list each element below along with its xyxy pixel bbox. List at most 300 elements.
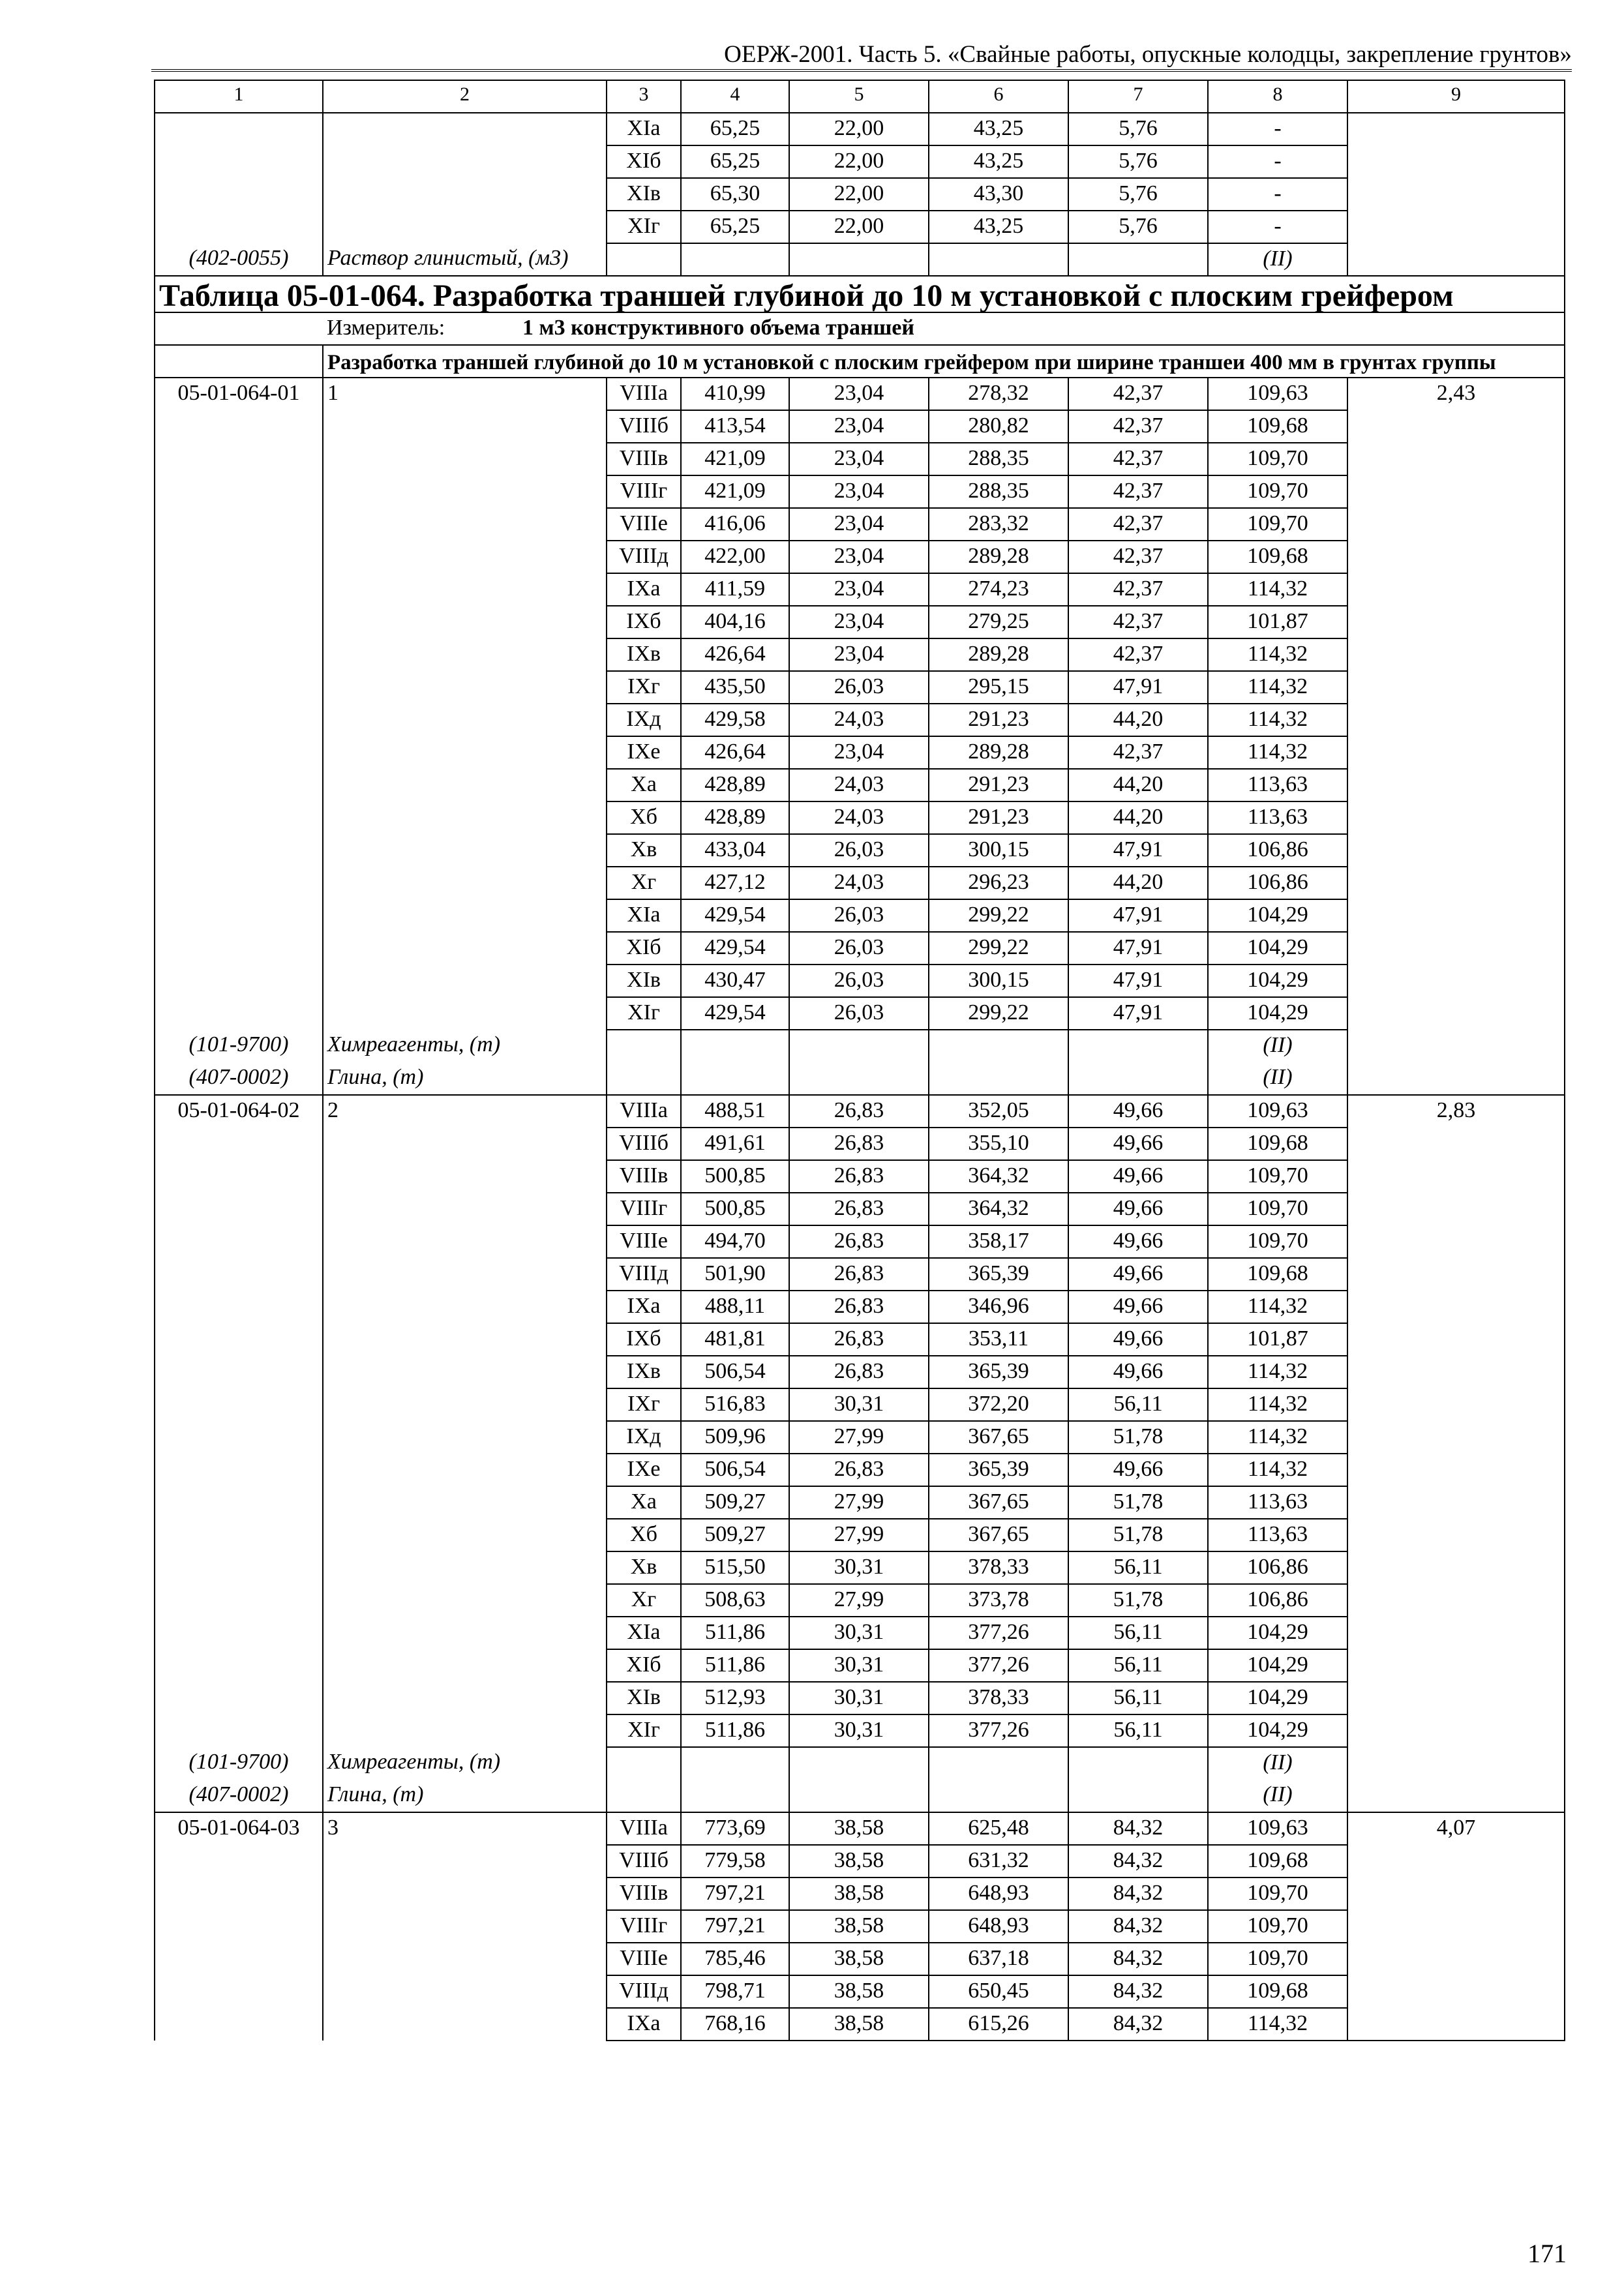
value-col6: 367,65 [929, 1486, 1068, 1519]
value-col8: 104,29 [1208, 965, 1347, 997]
value-col6: 280,82 [929, 410, 1068, 443]
value-col5: 38,58 [789, 1878, 929, 1910]
value-col4: 506,54 [681, 1356, 789, 1388]
value-col4: 429,54 [681, 932, 789, 965]
soil-group: VIIIд [607, 541, 681, 573]
header-rule [151, 69, 1572, 72]
value-col7: 84,32 [1068, 1910, 1208, 1943]
value-col4: 516,83 [681, 1388, 789, 1421]
value-col6: 648,93 [929, 1878, 1068, 1910]
value-col5: 26,83 [789, 1291, 929, 1323]
material-col8: (II) [1208, 1030, 1347, 1062]
value-col8: 109,68 [1208, 541, 1347, 573]
value-col8: 104,29 [1208, 997, 1347, 1030]
unit-label: Измеритель: [327, 316, 445, 340]
value-col5: 26,03 [789, 932, 929, 965]
value-col7: 49,66 [1068, 1291, 1208, 1323]
column-number: 7 [1068, 80, 1208, 113]
value-col7: 84,32 [1068, 2008, 1208, 2041]
value-col6: 291,23 [929, 704, 1068, 736]
value-col6: 274,23 [929, 573, 1068, 606]
column-number: 8 [1208, 80, 1347, 113]
value-col8: 104,29 [1208, 899, 1347, 932]
soil-group: IXа [607, 2008, 681, 2041]
value-col6: 346,96 [929, 1291, 1068, 1323]
value-col6: 377,26 [929, 1649, 1068, 1682]
soil-group: VIIIв [607, 1878, 681, 1910]
value-col8: 101,87 [1208, 606, 1347, 638]
value-col5: 26,03 [789, 671, 929, 704]
soil-group: XIг [607, 1714, 681, 1747]
value-col6: 365,39 [929, 1454, 1068, 1486]
value-col4: 515,50 [681, 1551, 789, 1584]
value-col7: 51,78 [1068, 1584, 1208, 1617]
column-number: 3 [607, 80, 681, 113]
value-col7: 84,32 [1068, 1943, 1208, 1975]
material-name: Глина, (т) [323, 1062, 607, 1095]
value-col4: 785,46 [681, 1943, 789, 1975]
value-col9: 4,07 [1347, 1812, 1565, 2041]
value-col8: 109,68 [1208, 1975, 1347, 2008]
value-col8: 114,32 [1208, 1388, 1347, 1421]
empty-cell [929, 1062, 1068, 1095]
value-col7: 5,76 [1068, 211, 1208, 243]
value-col7: 49,66 [1068, 1323, 1208, 1356]
rate-code: 05-01-064-02 [155, 1095, 323, 1747]
empty-cell [607, 1780, 681, 1812]
soil-group: VIIIг [607, 1910, 681, 1943]
value-col5: 22,00 [789, 145, 929, 178]
value-col4: 404,16 [681, 606, 789, 638]
soil-group: Xв [607, 1551, 681, 1584]
value-col8: 109,70 [1208, 1193, 1347, 1225]
empty-cell [1068, 1062, 1208, 1095]
value-col5: 38,58 [789, 1812, 929, 1845]
value-col7: 42,37 [1068, 475, 1208, 508]
value-col5: 23,04 [789, 410, 929, 443]
value-col4: 511,86 [681, 1714, 789, 1747]
unit-row [155, 312, 1565, 345]
value-col8: 114,32 [1208, 1356, 1347, 1388]
value-col7: 51,78 [1068, 1486, 1208, 1519]
value-col4: 413,54 [681, 410, 789, 443]
value-col5: 24,03 [789, 801, 929, 834]
soil-group: IXб [607, 1323, 681, 1356]
value-col8: 114,32 [1208, 1291, 1347, 1323]
value-col6: 648,93 [929, 1910, 1068, 1943]
value-col5: 38,58 [789, 1845, 929, 1878]
value-col5: 26,03 [789, 997, 929, 1030]
value-col8: 113,63 [1208, 1486, 1347, 1519]
empty-cell [789, 1062, 929, 1095]
running-title: ОЕРЖ-2001. Часть 5. «Свайные работы, опускные колодцы, закрепление грунтов» [724, 41, 1572, 68]
column-number: 2 [323, 80, 607, 113]
value-col8: 106,86 [1208, 1551, 1347, 1584]
value-col8: - [1208, 145, 1347, 178]
value-col6: 296,23 [929, 867, 1068, 899]
value-col8: 106,86 [1208, 1584, 1347, 1617]
soil-group: IXд [607, 704, 681, 736]
value-col6: 650,45 [929, 1975, 1068, 2008]
page-number: 171 [1527, 2239, 1567, 2268]
empty-cell [155, 345, 323, 378]
value-col5: 23,04 [789, 443, 929, 475]
value-col6: 352,05 [929, 1095, 1068, 1128]
value-col8: 114,32 [1208, 671, 1347, 704]
value-col7: 49,66 [1068, 1225, 1208, 1258]
value-col4: 429,54 [681, 899, 789, 932]
empty-cell [1068, 1747, 1208, 1780]
value-col7: 47,91 [1068, 834, 1208, 867]
column-number-row [155, 80, 1565, 113]
table-row [155, 378, 1565, 410]
value-col5: 26,03 [789, 899, 929, 932]
value-col8: 109,70 [1208, 475, 1347, 508]
table-title-row [155, 276, 1565, 312]
value-col4: 416,06 [681, 508, 789, 541]
value-col4: 65,25 [681, 211, 789, 243]
soil-group: XIа [607, 1617, 681, 1649]
empty-cell [789, 1747, 929, 1780]
value-col4: 421,09 [681, 443, 789, 475]
value-col4: 429,54 [681, 997, 789, 1030]
value-col8: 104,29 [1208, 1649, 1347, 1682]
value-col6: 299,22 [929, 997, 1068, 1030]
empty-cell [681, 1062, 789, 1095]
value-col5: 26,03 [789, 834, 929, 867]
value-col7: 42,37 [1068, 638, 1208, 671]
soil-group: VIIIа [607, 378, 681, 410]
value-col5: 27,99 [789, 1584, 929, 1617]
value-col5: 24,03 [789, 867, 929, 899]
value-col6: 300,15 [929, 965, 1068, 997]
soil-group: IXе [607, 1454, 681, 1486]
value-col6: 291,23 [929, 769, 1068, 801]
value-col8: 101,87 [1208, 1323, 1347, 1356]
value-col8: 109,70 [1208, 1943, 1347, 1975]
value-col6: 364,32 [929, 1160, 1068, 1193]
table-body [155, 80, 1565, 2041]
soil-group: VIIIб [607, 1128, 681, 1160]
material-code: (101-9700) [155, 1030, 323, 1062]
value-col6: 625,48 [929, 1812, 1068, 1845]
value-col8: - [1208, 211, 1347, 243]
material-col8: (II) [1208, 1747, 1347, 1780]
soil-group: XIб [607, 932, 681, 965]
value-col4: 797,21 [681, 1878, 789, 1910]
value-col7: 51,78 [1068, 1421, 1208, 1454]
rate-number: 2 [323, 1095, 607, 1747]
value-col7: 42,37 [1068, 736, 1208, 769]
value-col8: 104,29 [1208, 1617, 1347, 1649]
column-number: 6 [929, 80, 1068, 113]
value-col7: 47,91 [1068, 965, 1208, 997]
value-col8: 104,29 [1208, 1714, 1347, 1747]
empty-cell [929, 1747, 1068, 1780]
value-col7: 42,37 [1068, 410, 1208, 443]
value-col6: 378,33 [929, 1551, 1068, 1584]
value-col5: 30,31 [789, 1388, 929, 1421]
material-name: Химреагенты, (т) [323, 1030, 607, 1062]
empty-cell [929, 243, 1068, 276]
value-col7: 44,20 [1068, 769, 1208, 801]
soil-group: IXа [607, 573, 681, 606]
value-col4: 512,93 [681, 1682, 789, 1714]
value-col4: 428,89 [681, 769, 789, 801]
value-col4: 501,90 [681, 1258, 789, 1291]
value-col6: 637,18 [929, 1943, 1068, 1975]
value-col4: 500,85 [681, 1193, 789, 1225]
value-col5: 26,83 [789, 1356, 929, 1388]
value-col8: 109,68 [1208, 1258, 1347, 1291]
soil-group: IXб [607, 606, 681, 638]
value-col9: 2,43 [1347, 378, 1565, 1095]
value-col4: 494,70 [681, 1225, 789, 1258]
value-col5: 27,99 [789, 1486, 929, 1519]
value-col5: 27,99 [789, 1519, 929, 1551]
value-col7: 47,91 [1068, 671, 1208, 704]
value-col4: 779,58 [681, 1845, 789, 1878]
soil-group: IXд [607, 1421, 681, 1454]
empty-cell [681, 1747, 789, 1780]
empty-cell [789, 1030, 929, 1062]
value-col7: 49,66 [1068, 1356, 1208, 1388]
soil-group: VIIIд [607, 1975, 681, 2008]
soil-group: Xв [607, 834, 681, 867]
value-col8: 114,32 [1208, 573, 1347, 606]
value-col8: 114,32 [1208, 2008, 1347, 2041]
value-col5: 26,03 [789, 965, 929, 997]
value-col4: 768,16 [681, 2008, 789, 2041]
value-col7: 56,11 [1068, 1649, 1208, 1682]
material-col8: (II) [1208, 243, 1347, 276]
value-col8: 109,68 [1208, 410, 1347, 443]
value-col5: 23,04 [789, 541, 929, 573]
value-col7: 56,11 [1068, 1682, 1208, 1714]
soil-group: XIб [607, 1649, 681, 1682]
value-col5: 26,83 [789, 1454, 929, 1486]
value-col6: 289,28 [929, 638, 1068, 671]
value-col4: 488,51 [681, 1095, 789, 1128]
material-name: Химреагенты, (т) [323, 1747, 607, 1780]
value-col7: 84,32 [1068, 1975, 1208, 2008]
value-col4: 509,27 [681, 1486, 789, 1519]
empty-cell [607, 243, 681, 276]
soil-group: XIв [607, 1682, 681, 1714]
value-col8: 113,63 [1208, 1519, 1347, 1551]
value-col4: 506,54 [681, 1454, 789, 1486]
value-col5: 26,83 [789, 1323, 929, 1356]
value-col7: 42,37 [1068, 541, 1208, 573]
material-code: (407-0002) [155, 1780, 323, 1812]
soil-group: IXв [607, 1356, 681, 1388]
value-col4: 428,89 [681, 801, 789, 834]
value-col4: 509,27 [681, 1519, 789, 1551]
value-col8: 109,63 [1208, 378, 1347, 410]
value-col4: 411,59 [681, 573, 789, 606]
value-col6: 289,28 [929, 541, 1068, 573]
value-col8: - [1208, 178, 1347, 211]
value-col7: 42,37 [1068, 606, 1208, 638]
value-col6: 295,15 [929, 671, 1068, 704]
value-col6: 364,32 [929, 1193, 1068, 1225]
value-col5: 26,83 [789, 1258, 929, 1291]
value-col8: 109,70 [1208, 1910, 1347, 1943]
empty-cell [607, 1747, 681, 1780]
value-col5: 23,04 [789, 573, 929, 606]
value-col6: 377,26 [929, 1714, 1068, 1747]
value-col5: 30,31 [789, 1617, 929, 1649]
value-col8: 106,86 [1208, 867, 1347, 899]
value-col4: 491,61 [681, 1128, 789, 1160]
table-row [155, 1095, 1565, 1128]
value-col5: 26,83 [789, 1225, 929, 1258]
value-col7: 42,37 [1068, 573, 1208, 606]
soil-group: VIIIг [607, 1193, 681, 1225]
value-col8: 109,63 [1208, 1095, 1347, 1128]
empty-cell [929, 1780, 1068, 1812]
value-col6: 300,15 [929, 834, 1068, 867]
soil-group: Xб [607, 801, 681, 834]
value-col8: 109,70 [1208, 1878, 1347, 1910]
value-col7: 49,66 [1068, 1258, 1208, 1291]
value-col8: 113,63 [1208, 801, 1347, 834]
value-col6: 43,25 [929, 113, 1068, 145]
value-col7: 47,91 [1068, 997, 1208, 1030]
value-col5: 38,58 [789, 2008, 929, 2041]
value-col4: 65,25 [681, 113, 789, 145]
rate-number: 3 [323, 1812, 607, 2041]
value-col4: 427,12 [681, 867, 789, 899]
value-col7: 44,20 [1068, 867, 1208, 899]
soil-group: IXв [607, 638, 681, 671]
value-col5: 26,83 [789, 1160, 929, 1193]
soil-group: VIIIд [607, 1258, 681, 1291]
running-header [151, 38, 1572, 72]
value-col6: 278,32 [929, 378, 1068, 410]
value-col4: 481,81 [681, 1323, 789, 1356]
material-code: (407-0002) [155, 1062, 323, 1095]
value-col4: 426,64 [681, 638, 789, 671]
table-row [155, 113, 1565, 145]
soil-group: XIа [607, 899, 681, 932]
value-col4: 797,21 [681, 1910, 789, 1943]
value-col5: 26,83 [789, 1128, 929, 1160]
soil-group: VIIIг [607, 475, 681, 508]
soil-group: VIIIв [607, 1160, 681, 1193]
value-col6: 367,65 [929, 1421, 1068, 1454]
value-col6: 43,25 [929, 211, 1068, 243]
value-col5: 22,00 [789, 178, 929, 211]
value-col6: 291,23 [929, 801, 1068, 834]
soil-group: IXа [607, 1291, 681, 1323]
value-col4: 410,99 [681, 378, 789, 410]
column-number: 1 [155, 80, 323, 113]
value-col5: 30,31 [789, 1551, 929, 1584]
value-col8: 106,86 [1208, 834, 1347, 867]
value-col7: 49,66 [1068, 1160, 1208, 1193]
value-col6: 283,32 [929, 508, 1068, 541]
value-col5: 23,04 [789, 378, 929, 410]
column-number: 5 [789, 80, 929, 113]
value-col6: 288,35 [929, 475, 1068, 508]
value-col5: 38,58 [789, 1910, 929, 1943]
value-col4: 429,58 [681, 704, 789, 736]
table-description: Разработка траншей глубиной до 10 м установкой с плоским грейфером при ширине траншеи 400 мм в грунтах группы [323, 345, 1565, 378]
value-col6: 372,20 [929, 1388, 1068, 1421]
value-col7: 51,78 [1068, 1519, 1208, 1551]
material-name: Раствор глинистый, (м3) [323, 243, 607, 276]
soil-group: VIIIа [607, 1095, 681, 1128]
material-code: (402-0055) [155, 243, 323, 276]
value-col5: 23,04 [789, 736, 929, 769]
value-col8: 109,68 [1208, 1845, 1347, 1878]
empty-cell [789, 243, 929, 276]
soil-group: XIг [607, 997, 681, 1030]
empty-cell [1068, 1780, 1208, 1812]
empty-cell [681, 1780, 789, 1812]
value-col6: 365,39 [929, 1258, 1068, 1291]
value-col4: 511,86 [681, 1617, 789, 1649]
value-col5: 30,31 [789, 1682, 929, 1714]
soil-group: Xб [607, 1519, 681, 1551]
value-col4: 65,25 [681, 145, 789, 178]
value-col9 [1347, 113, 1565, 276]
soil-group: VIIIе [607, 1943, 681, 1975]
value-col7: 84,32 [1068, 1812, 1208, 1845]
soil-group: IXе [607, 736, 681, 769]
value-col6: 288,35 [929, 443, 1068, 475]
empty-cell [681, 1030, 789, 1062]
value-col5: 38,58 [789, 1943, 929, 1975]
value-col8: 114,32 [1208, 638, 1347, 671]
rates-table [154, 80, 1565, 2041]
value-col8: 109,70 [1208, 1225, 1347, 1258]
value-col6: 299,22 [929, 932, 1068, 965]
value-col7: 42,37 [1068, 508, 1208, 541]
value-col8: 109,70 [1208, 1160, 1347, 1193]
value-col7: 49,66 [1068, 1128, 1208, 1160]
value-col6: 353,11 [929, 1323, 1068, 1356]
soil-group: Xа [607, 1486, 681, 1519]
value-col5: 27,99 [789, 1421, 929, 1454]
value-col9: 2,83 [1347, 1095, 1565, 1812]
material-col8: (II) [1208, 1780, 1347, 1812]
rate-code: 05-01-064-01 [155, 378, 323, 1030]
value-col7: 84,32 [1068, 1845, 1208, 1878]
value-col4: 508,63 [681, 1584, 789, 1617]
soil-group: XIа [607, 113, 681, 145]
soil-group: IXг [607, 671, 681, 704]
value-col7: 49,66 [1068, 1095, 1208, 1128]
material-name: Глина, (т) [323, 1780, 607, 1812]
value-col7: 56,11 [1068, 1617, 1208, 1649]
soil-group: VIIIв [607, 443, 681, 475]
value-col8: 104,29 [1208, 1682, 1347, 1714]
rate-number [323, 113, 607, 243]
column-number: 9 [1347, 80, 1565, 113]
empty-cell [607, 1062, 681, 1095]
rate-code [155, 113, 323, 243]
value-col6: 378,33 [929, 1682, 1068, 1714]
soil-group: Xа [607, 769, 681, 801]
rate-code: 05-01-064-03 [155, 1812, 323, 2041]
value-col6: 355,10 [929, 1128, 1068, 1160]
value-col6: 43,25 [929, 145, 1068, 178]
value-col4: 430,47 [681, 965, 789, 997]
value-col4: 509,96 [681, 1421, 789, 1454]
value-col5: 38,58 [789, 1975, 929, 2008]
